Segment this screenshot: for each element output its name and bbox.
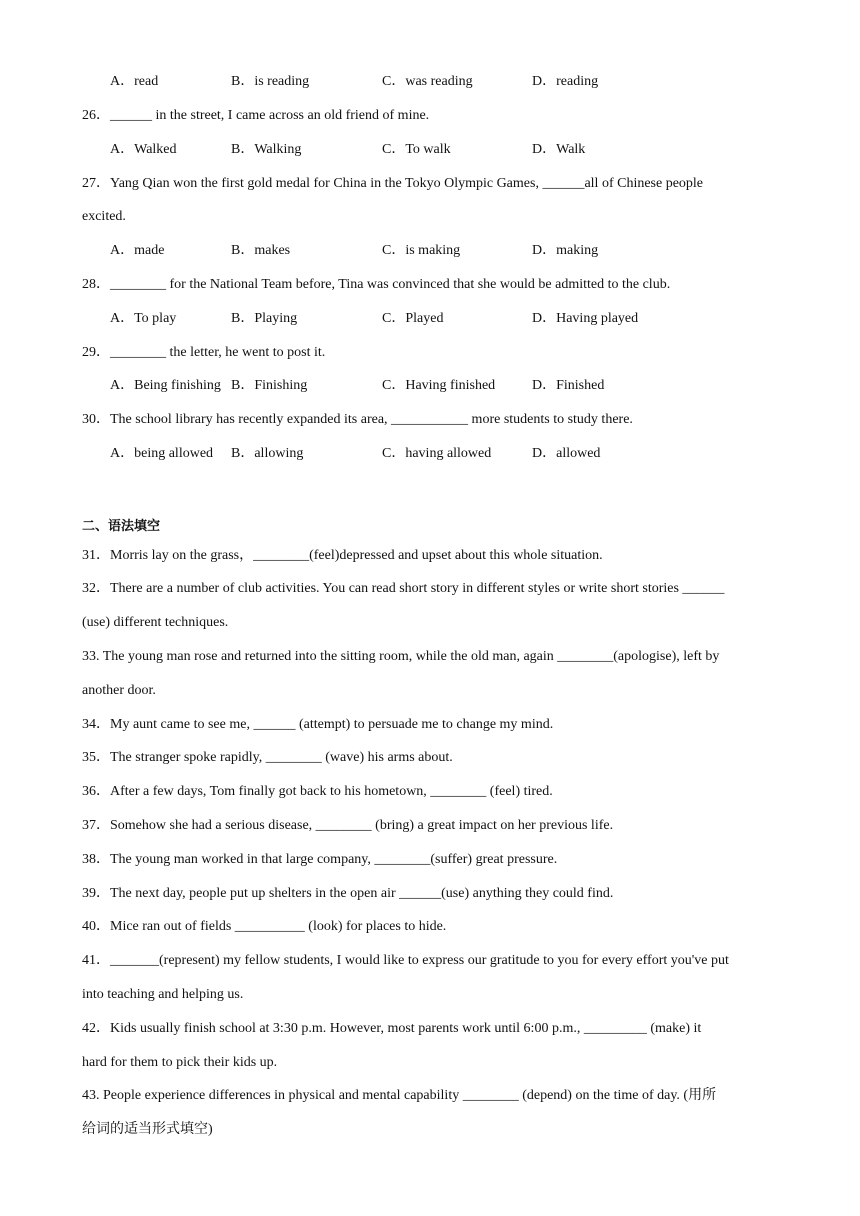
q27-stem-line1: 27．Yang Qian won the first gold medal for China in the Tokyo Olympic Games, ______all of Chinese people xyxy=(82,176,704,191)
option-a: A．made xyxy=(110,243,165,258)
q42-line1: 42．Kids usually finish school at 3:30 p.m. However, most parents work until 6:00 p.m., _________ (make) it xyxy=(82,1021,702,1036)
option-b: B．allowing xyxy=(231,446,304,461)
option-b: B．Playing xyxy=(231,311,298,326)
q35-text: 35．The stranger spoke rapidly, ________ (wave) his arms about. xyxy=(82,750,453,765)
option-a: A．Walked xyxy=(110,142,177,157)
option-b: B．makes xyxy=(231,243,291,258)
q43-line1: 43. People experience differences in physical and mental capability ________ (depend) on the time of day. (用所 xyxy=(82,1088,717,1103)
option-d: D．making xyxy=(532,243,599,258)
q32-line1: 32．There are a number of club activities. You can read short story in different styles or write short stories ______ xyxy=(82,581,725,596)
q33-line1: 33. The young man rose and returned into the sitting room, while the old man, again ________(apologise), left by xyxy=(82,649,720,664)
option-d: D．allowed xyxy=(532,446,601,461)
q42-line2: hard for them to pick their kids up. xyxy=(82,1055,278,1070)
option-a: A．read xyxy=(110,74,159,89)
option-a: A．To play xyxy=(110,311,177,326)
option-d: D．Having played xyxy=(532,311,639,326)
q28-stem: 28．________ for the National Team before, Tina was convinced that she would be admitted to the club. xyxy=(82,277,671,292)
q33-line2: another door. xyxy=(82,683,156,698)
option-d: D．reading xyxy=(532,74,599,89)
q26-stem: 26．______ in the street, I came across an old friend of mine. xyxy=(82,108,430,123)
section-title: 二、语法填空 xyxy=(82,519,161,534)
q31-text: 31．Morris lay on the grass，________(feel)depressed and upset about this whole situation. xyxy=(82,548,603,563)
q30-stem: 30．The school library has recently expanded its area, ___________ more students to study there. xyxy=(82,412,633,427)
option-c: C．having allowed xyxy=(382,446,492,461)
q43-line2: 给词的适当形式填空) xyxy=(82,1122,213,1137)
option-c: C．is making xyxy=(382,243,461,258)
q37-text: 37．Somehow she had a serious disease, ________ (bring) a great impact on her previous life. xyxy=(82,818,614,833)
option-c: C．Having finished xyxy=(382,378,496,393)
option-d: D．Walk xyxy=(532,142,586,157)
option-d: D．Finished xyxy=(532,378,605,393)
q29-stem: 29．________ the letter, he went to post it. xyxy=(82,345,326,360)
q38-text: 38．The young man worked in that large company, ________(suffer) great pressure. xyxy=(82,852,558,867)
option-b: B．Walking xyxy=(231,142,302,157)
option-c: C．was reading xyxy=(382,74,473,89)
q40-text: 40．Mice ran out of fields __________ (look) for places to hide. xyxy=(82,919,447,934)
option-c: C．Played xyxy=(382,311,444,326)
option-a: A．being allowed xyxy=(110,446,214,461)
option-a: A．Being finishing xyxy=(110,378,221,393)
q34-text: 34．My aunt came to see me, ______ (attempt) to persuade me to change my mind. xyxy=(82,717,554,732)
option-b: B．is reading xyxy=(231,74,310,89)
q27-stem-line2: excited. xyxy=(82,209,126,224)
option-c: C．To walk xyxy=(382,142,451,157)
q41-line1: 41．_______(represent) my fellow students, I would like to express our gratitude to you for every effort you've put xyxy=(82,953,729,968)
q39-text: 39．The next day, people put up shelters in the open air ______(use) anything they could find. xyxy=(82,886,614,901)
q36-text: 36．After a few days, Tom finally got back to his hometown, ________ (feel) tired. xyxy=(82,784,553,799)
q32-line2: (use) different techniques. xyxy=(82,615,229,630)
q41-line2: into teaching and helping us. xyxy=(82,987,244,1002)
option-b: B．Finishing xyxy=(231,378,308,393)
